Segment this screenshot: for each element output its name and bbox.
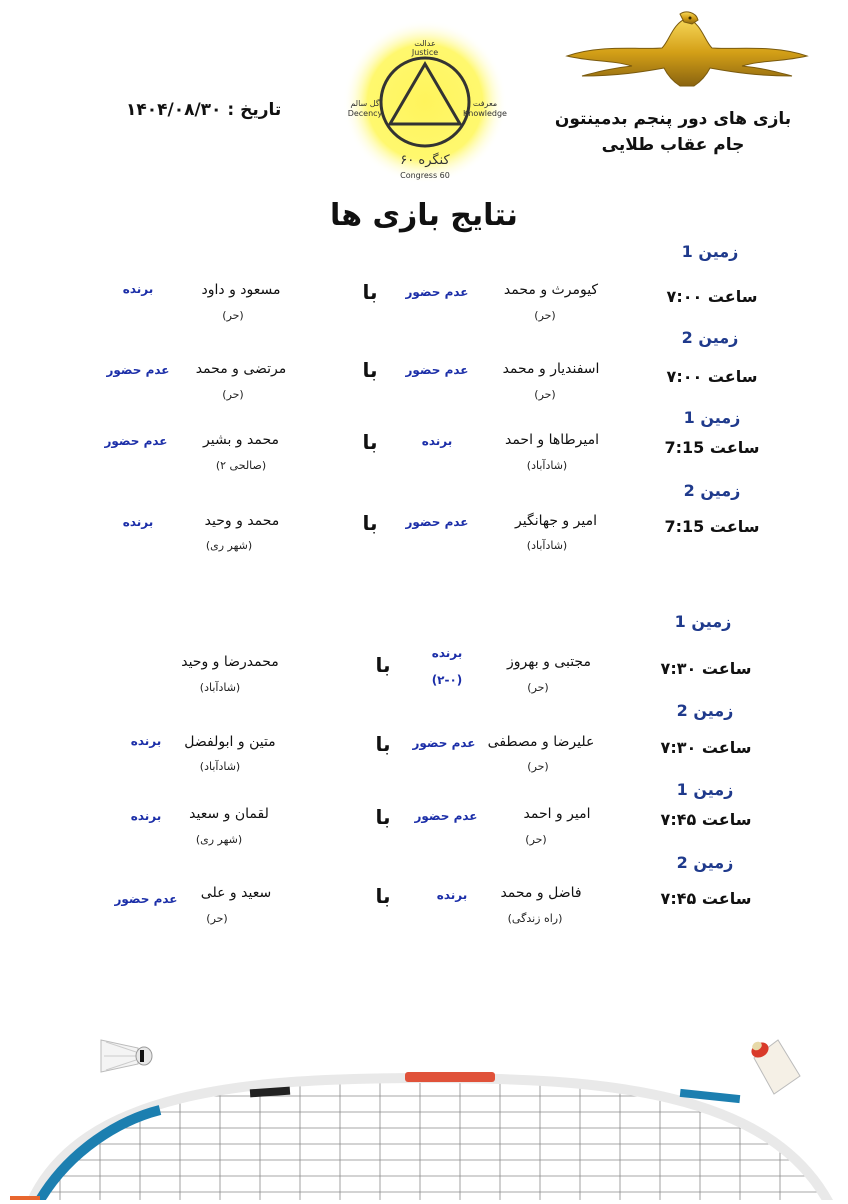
match-5-vs: با <box>375 653 391 677</box>
match-7-team1: امیر و احمد <box>523 806 591 822</box>
match-4-team1: امیر و جهانگیر <box>515 513 597 529</box>
match-3-club2: (صالحی ۲) <box>215 459 267 472</box>
match-3-time: ساعت 7:15 <box>664 438 760 457</box>
match-8-court: زمین 2 <box>676 853 734 872</box>
match-4-vs: با <box>362 511 378 535</box>
match-7-status1: عدم حضور <box>414 809 478 823</box>
match-1-team1: کیومرث و محمد <box>503 282 599 298</box>
match-7-club1: (حر) <box>525 833 547 846</box>
logo-bottom-text: کنگره ۶۰ <box>400 153 450 168</box>
match-2-status2: عدم حضور <box>106 363 170 377</box>
match-2-team2: مرتضی و محمد <box>195 361 287 377</box>
match-2-time: ساعت ۷:۰۰ <box>666 367 758 386</box>
match-3-status2: عدم حضور <box>104 434 168 448</box>
logo-top-text: عدالت <box>414 39 436 48</box>
match-2-vs: با <box>362 358 378 382</box>
match-6-vs: با <box>375 732 391 756</box>
match-4-status2: برنده <box>122 515 154 529</box>
match-1-status1: عدم حضور <box>405 285 469 299</box>
match-4-court: زمین 2 <box>683 481 741 500</box>
match-6-status1: عدم حضور <box>412 736 476 750</box>
title-line-1: بازی های دور پنجم بدمینتون <box>554 109 792 129</box>
racket-icon <box>0 1030 848 1200</box>
match-6-club1: (حر) <box>527 760 549 773</box>
logo-left-text: گل سالم <box>350 99 380 108</box>
match-1-team2: مسعود و داود <box>201 282 281 298</box>
match-2-club1: (حر) <box>534 388 556 401</box>
match-1-club2: (حر) <box>222 309 244 322</box>
match-5-club2: (شادآباد) <box>199 681 241 694</box>
match-2-court: زمین 2 <box>681 328 739 347</box>
match-6-court: زمین 2 <box>676 701 734 720</box>
match-7-vs: با <box>375 805 391 829</box>
title-line-2: جام عقاب طلایی <box>601 135 745 155</box>
match-4-time: ساعت 7:15 <box>664 517 760 536</box>
match-8-time: ساعت ۷:۴۵ <box>660 889 752 908</box>
match-5-score: (۲-۰) <box>431 673 463 687</box>
match-3-team2: محمد و بشیر <box>203 432 279 448</box>
congress60-logo-icon <box>340 20 510 190</box>
match-4-club2: (شهر ری) <box>205 539 253 552</box>
match-8-team1: فاضل و محمد <box>500 885 582 901</box>
match-8-team2: سعید و علی <box>200 885 272 901</box>
match-1-time: ساعت ۷:۰۰ <box>666 287 758 306</box>
match-3-club1: (شادآباد) <box>526 459 568 472</box>
match-3-status1: برنده <box>421 434 453 448</box>
match-5-status1: برنده <box>431 646 463 660</box>
match-5-team1: مجتبی و بهروز <box>507 654 591 670</box>
match-1-club1: (حر) <box>534 309 556 322</box>
match-4-team2: محمد و وحید <box>204 513 280 529</box>
match-6-status2: برنده <box>130 734 162 748</box>
match-8-club1: (راه زندگی) <box>507 912 563 925</box>
match-2-club2: (حر) <box>222 388 244 401</box>
match-2-status1: عدم حضور <box>405 363 469 377</box>
match-8-club2: (حر) <box>206 912 228 925</box>
match-7-club2: (شهر ری) <box>195 833 243 846</box>
match-5-court: زمین 1 <box>674 612 732 631</box>
match-7-team2: لقمان و سعید <box>189 806 269 822</box>
match-1-status2: برنده <box>122 282 154 296</box>
match-8-status1: برنده <box>436 888 468 902</box>
match-6-team1: علیرضا و مصطفی <box>487 734 595 750</box>
date-label: تاریخ : ۱۴۰۴/۰۸/۳۰ <box>126 100 282 120</box>
logo-right-text: معرفت <box>472 99 498 108</box>
match-4-status1: عدم حضور <box>405 515 469 529</box>
golden-eagle-icon <box>562 10 812 88</box>
match-3-team1: امیرطاها و احمد <box>504 432 600 448</box>
match-1-court: زمین 1 <box>681 242 739 261</box>
match-8-vs: با <box>375 884 391 908</box>
match-2-team1: اسفندیار و محمد <box>502 361 600 377</box>
match-7-time: ساعت ۷:۴۵ <box>660 810 752 829</box>
logo-bottom-en-text: Congress 60 <box>400 171 450 180</box>
match-4-club1: (شادآباد) <box>526 539 568 552</box>
match-6-time: ساعت ۷:۳۰ <box>660 738 752 757</box>
logo-right-en-text: Knowledge <box>463 109 507 118</box>
logo-left-en-text: Decency <box>347 109 383 118</box>
match-1-vs: با <box>362 280 378 304</box>
match-6-club2: (شادآباد) <box>199 760 241 773</box>
match-6-team2: متین و ابولفضل <box>184 734 276 750</box>
match-7-court: زمین 1 <box>676 780 734 799</box>
match-5-team2: محمدرضا و وحید <box>181 654 279 670</box>
match-7-status2: برنده <box>130 809 162 823</box>
tournament-title <box>548 106 798 158</box>
match-5-time: ساعت ۷:۳۰ <box>660 659 752 678</box>
match-3-court: زمین 1 <box>683 408 741 427</box>
match-8-status2: عدم حضور <box>114 892 178 906</box>
match-5-club1: (حر) <box>527 681 549 694</box>
page-title: نتایج بازی ها <box>330 198 518 233</box>
match-3-vs: با <box>362 430 378 454</box>
logo-top-en-text: Justice <box>411 48 439 57</box>
